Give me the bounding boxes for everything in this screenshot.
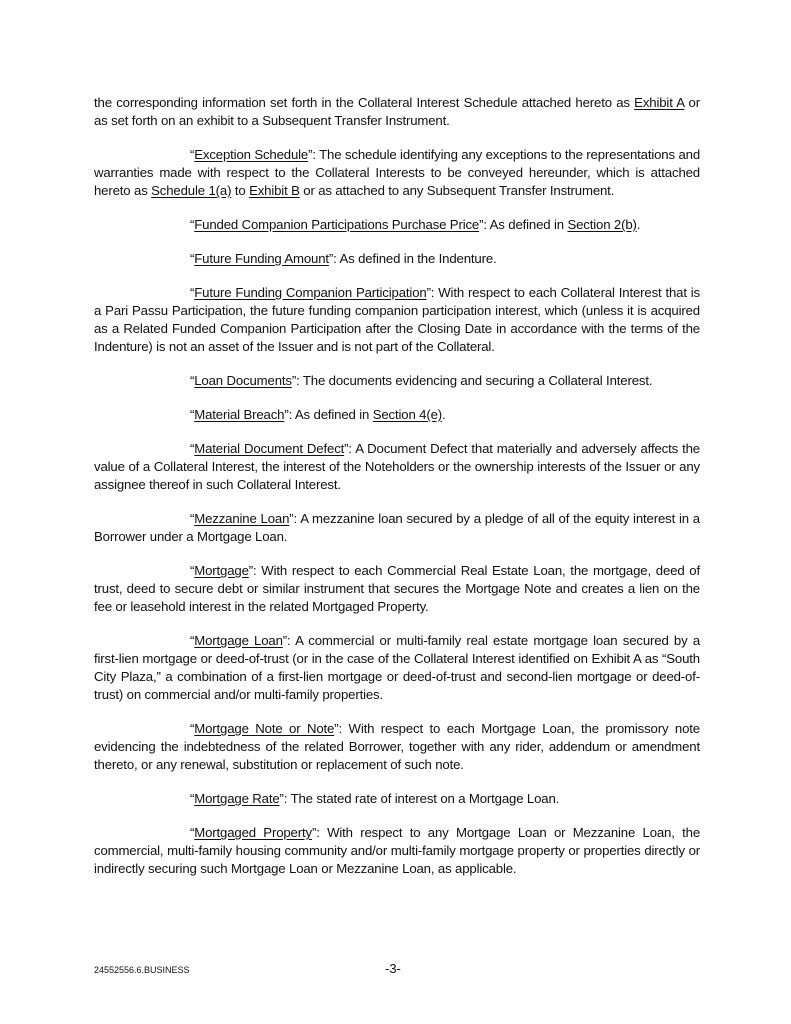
definition-paragraph xyxy=(94,372,700,390)
paragraph-text: ”: With respect to each Commercial Real Estate Loan, the mortgage, deed of trust, deed to secure debt or similar instrument that secures the Mortgage Note and creates a lien on the fee or leasehold interest in the related Mortgaged Property. xyxy=(94,563,700,614)
paragraph-text: ”: A commercial or multi-family real estate mortgage loan secured by a first-lien mortgage or deed-of-trust (or in the case of the Collateral Interest identified on Exhibit A as “South City Plaza,” a combination of a first-lien mortgage or deed-of-trust and second-lien mortgage or deed-of-trust) on commercial and/or multi-family properties. xyxy=(94,633,701,702)
paragraph-text: ”: With respect to each Collateral Interest that is a Pari Passu Participation, the future funding companion participation interest, which (unless it is acquired as a Related Funded Companion Participation after the Closing Date in accordance with the terms of the Indenture) is not an asset of the Issuer and is not part of the Collateral. xyxy=(94,285,700,354)
paragraph-text: ”: The stated rate of interest on a Mortgage Loan. xyxy=(279,791,560,806)
defined-term: Mortgage Loan xyxy=(194,633,283,648)
defined-term: Section 4(e) xyxy=(372,407,443,422)
defined-term: Material Breach xyxy=(194,407,285,422)
definition-paragraph xyxy=(94,406,700,424)
footer-document-id: 24552556.6.BUSINESS xyxy=(94,965,190,975)
document-body xyxy=(94,94,700,894)
paragraph-text: “ xyxy=(190,217,195,232)
paragraph-text: “ xyxy=(190,633,195,648)
paragraph-text: ”: As defined in xyxy=(479,217,568,232)
paragraph-text: ”: The schedule identifying any exceptions to the representations and warranties made with respect to the Collateral Interests to be conveyed hereunder, which is attached hereto as xyxy=(94,147,701,198)
defined-term: Schedule 1(a) xyxy=(151,183,232,198)
paragraph-text: ”: As defined in the Indenture. xyxy=(328,251,497,266)
paragraph-text: “ xyxy=(190,251,195,266)
definition-paragraph xyxy=(94,562,700,616)
paragraph-text: ”: The documents evidencing and securing a Collateral Interest. xyxy=(291,373,653,388)
paragraph-text: ”: A Document Defect that materially and adversely affects the value of a Collateral Interest, the interest of the Noteholders or the ownership interests of the Issuer or any assignee thereof in such Collateral Interest. xyxy=(94,441,700,492)
paragraph-text: “ xyxy=(190,511,195,526)
paragraph-text: “ xyxy=(190,373,195,388)
defined-term: Future Funding Amount xyxy=(194,251,329,266)
defined-term: Exhibit A xyxy=(634,95,685,110)
paragraph-text: . xyxy=(442,407,446,422)
defined-term: Mortgage Rate xyxy=(194,791,280,806)
defined-term: Exhibit B xyxy=(249,183,300,198)
defined-term: Loan Documents xyxy=(194,373,292,388)
definition-paragraph xyxy=(94,790,700,808)
paragraph-text: “ xyxy=(190,825,195,840)
definition-paragraph xyxy=(94,824,700,878)
paragraph-text: . xyxy=(636,217,641,232)
defined-term: Mortgage xyxy=(194,563,249,578)
defined-term: Mezzanine Loan xyxy=(194,511,290,526)
defined-term: Mortgaged Property xyxy=(194,825,312,840)
definition-paragraph xyxy=(94,216,700,234)
paragraph-text: ”: A mezzanine loan secured by a pledge of all of the equity interest in a Borrower under a Mortgage Loan. xyxy=(94,511,700,544)
defined-term: Exception Schedule xyxy=(194,147,309,162)
definition-paragraph xyxy=(94,284,700,356)
definition-paragraph xyxy=(94,146,700,200)
paragraph-text: or as attached to any Subsequent Transfer Instrument. xyxy=(299,183,615,198)
defined-term: Future Funding Companion Participation xyxy=(194,285,427,300)
definition-paragraph xyxy=(94,632,700,704)
paragraph-text: “ xyxy=(190,563,195,578)
footer-page-number: -3- xyxy=(385,961,401,976)
definition-paragraph xyxy=(94,720,700,774)
paragraph-text: the corresponding information set forth in the Collateral Interest Schedule attached hereto as xyxy=(94,95,635,110)
definition-paragraph xyxy=(94,94,700,130)
defined-term: Mortgage Note or Note xyxy=(194,721,335,736)
paragraph-text: “ xyxy=(190,407,195,422)
paragraph-text: ”: With respect to any Mortgage Loan or Mezzanine Loan, the commercial, multi-family housing community and/or multi-family mortgage property or properties directly or indirectly securing such Mortgage Loan or Mezzanine Loan, as applicable. xyxy=(94,825,700,876)
paragraph-text: “ xyxy=(190,791,195,806)
paragraph-text: ”: With respect to each Mortgage Loan, the promissory note evidencing the indebtedness of the related Borrower, together with any rider, addendum or amendment thereto, or any renewal, substitution or replacement of such note. xyxy=(94,721,700,772)
definition-paragraph xyxy=(94,250,700,268)
paragraph-text: “ xyxy=(190,721,195,736)
paragraph-text: ”: As defined in xyxy=(284,407,373,422)
defined-term: Funded Companion Participations Purchase Price xyxy=(194,217,480,232)
paragraph-text: “ xyxy=(190,441,195,456)
defined-term: Material Document Defect xyxy=(194,441,345,456)
defined-term: Section 2(b) xyxy=(567,217,637,232)
paragraph-text: “ xyxy=(190,285,195,300)
paragraph-text: “ xyxy=(190,147,195,162)
definition-paragraph xyxy=(94,440,700,494)
definition-paragraph xyxy=(94,510,700,546)
paragraph-text: or as set forth on an exhibit to a Subsequent Transfer Instrument. xyxy=(94,95,700,128)
paragraph-text: to xyxy=(231,183,250,198)
